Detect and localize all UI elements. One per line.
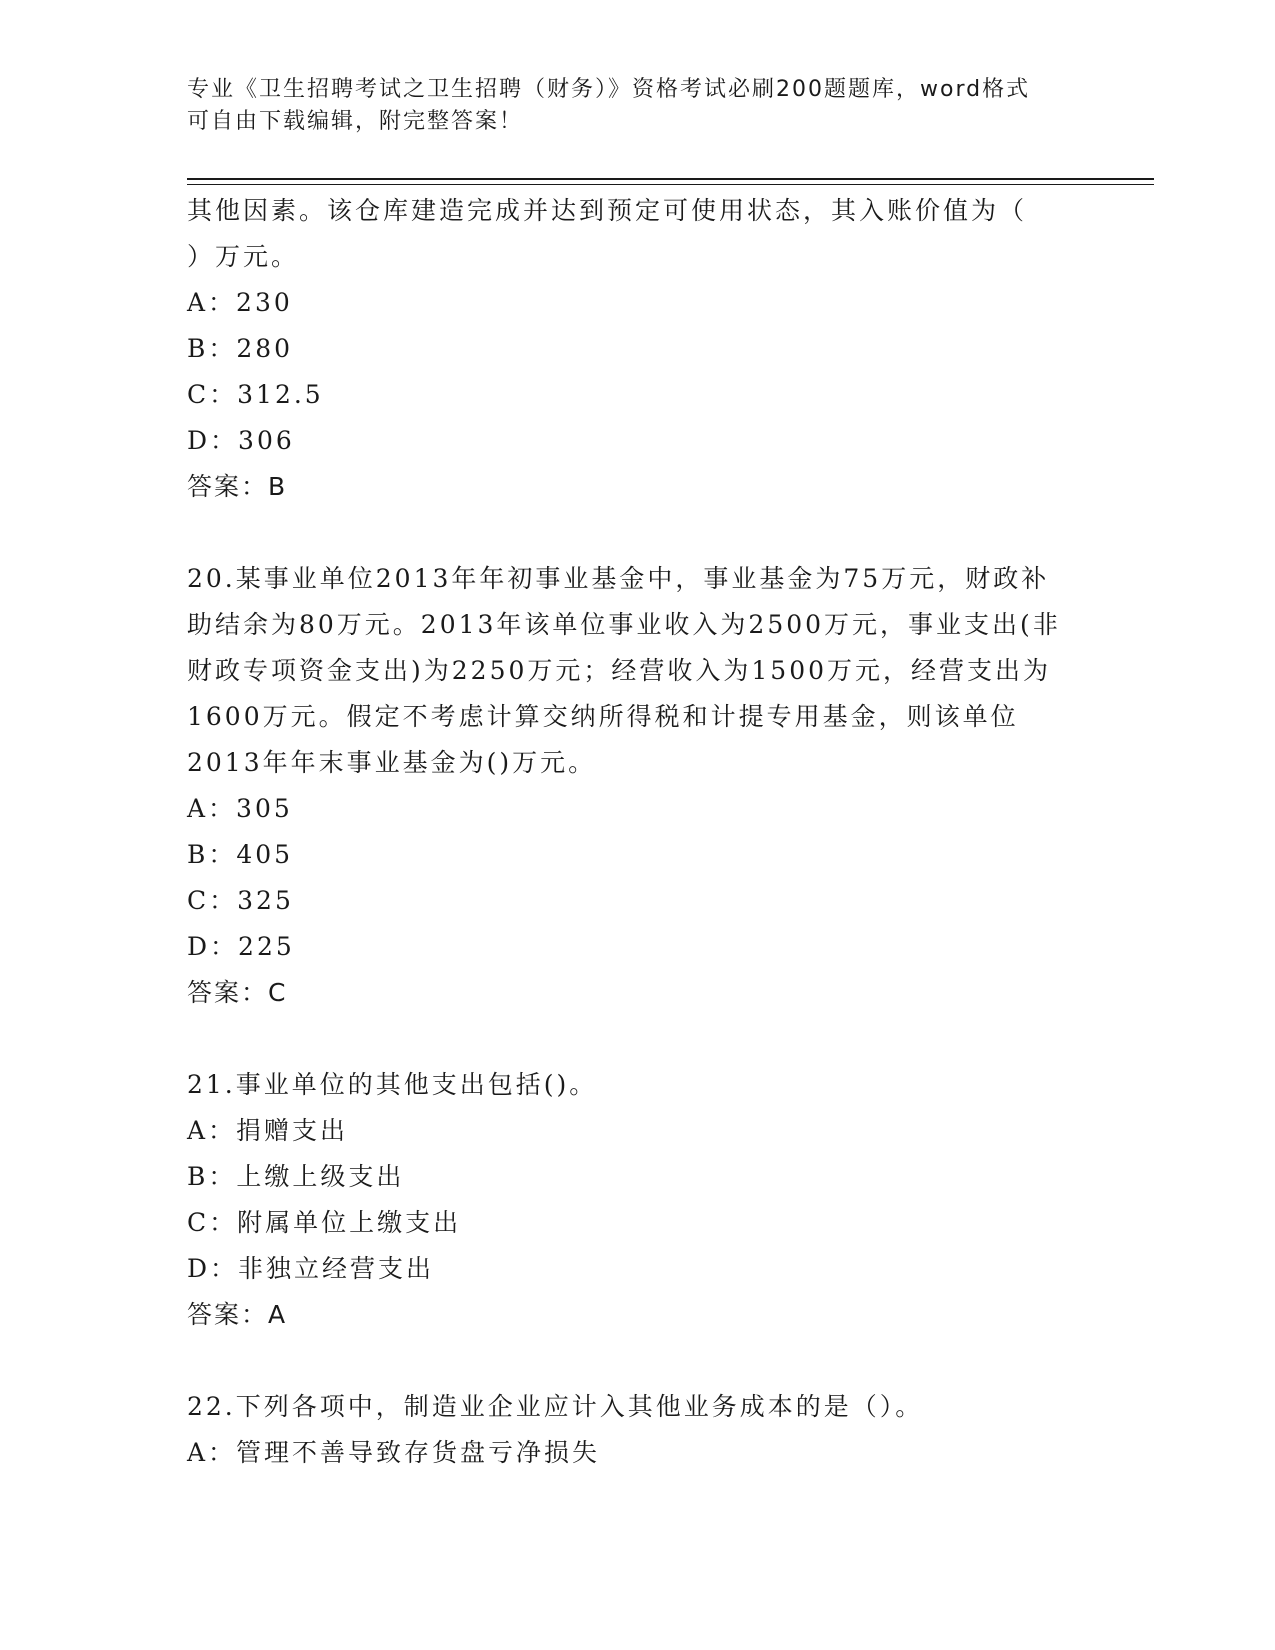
option-a: A：管理不善导致存货盘亏净损失 <box>187 1438 601 1467</box>
question-text-line: 其他因素。该仓库建造完成并达到预定可使用状态，其入账价值为（ <box>187 196 1028 225</box>
option-a: A：305 <box>187 794 293 823</box>
question-text-line: 1600万元。假定不考虑计算交纳所得税和计提专用基金，则该单位 <box>187 702 1019 731</box>
header-divider-thin <box>187 184 1154 185</box>
option-d: D：225 <box>187 932 295 961</box>
answer-label: 答案：A <box>187 1300 288 1329</box>
header-line: 可自由下载编辑，附完整答案！ <box>187 109 524 134</box>
answer-label: 答案：C <box>187 978 288 1007</box>
option-a: A：捐赠支出 <box>187 1116 349 1145</box>
option-c: C：325 <box>187 886 294 915</box>
option-b: B：上缴上级支出 <box>187 1162 405 1191</box>
question-19-continued <box>187 188 1087 510</box>
question-text-line: 助结余为80万元。2013年该单位事业收入为2500万元，事业支出(非 <box>187 610 1061 639</box>
option-b: B：405 <box>187 840 294 869</box>
header-line: 专业《卫生招聘考试之卫生招聘（财务）》资格考试必刷200题题库，word格式 <box>187 77 1031 102</box>
question-text-line: 20.某事业单位2013年年初事业基金中，事业基金为75万元，财政补 <box>187 564 1050 593</box>
question-20 <box>187 556 1087 1016</box>
document-body <box>187 188 1087 1476</box>
question-21 <box>187 1062 1087 1338</box>
document-header <box>187 74 1067 138</box>
question-text-line: 21.事业单位的其他支出包括()。 <box>187 1070 598 1099</box>
answer-label: 答案：B <box>187 472 288 501</box>
question-text-line: 22.下列各项中，制造业企业应计入其他业务成本的是（）。 <box>187 1392 924 1421</box>
option-d: D：306 <box>187 426 295 455</box>
question-text-line: 财政专项资金支出)为2250万元；经营收入为1500万元，经营支出为 <box>187 656 1052 685</box>
question-22 <box>187 1384 1087 1476</box>
option-a: A：230 <box>187 288 293 317</box>
question-text-line: ）万元。 <box>187 242 300 271</box>
option-d: D：非独立经营支出 <box>187 1254 435 1283</box>
option-c: C：附属单位上缴支出 <box>187 1208 462 1237</box>
option-c: C：312.5 <box>187 380 324 409</box>
header-divider-thick <box>187 178 1154 180</box>
question-text-line: 2013年年末事业基金为()万元。 <box>187 748 597 777</box>
option-b: B：280 <box>187 334 294 363</box>
